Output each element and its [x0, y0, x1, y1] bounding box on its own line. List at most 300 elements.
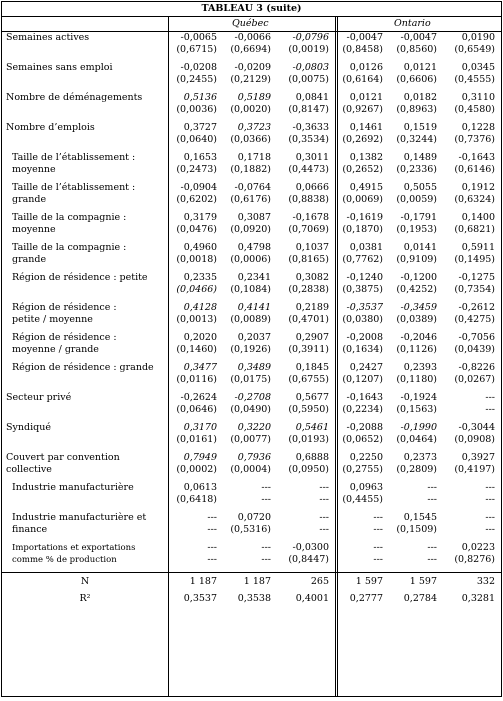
coefficient-cell: 0,1845 [295, 362, 329, 373]
row-label-line: Région de résidence : petite [12, 272, 148, 283]
pvalue-cell: (0,0059) [396, 194, 437, 205]
table-row [2, 512, 501, 524]
pvalue-cell: (0,1084) [230, 284, 271, 295]
row-label [2, 182, 168, 206]
pvalue-cell: (0,1634) [342, 344, 383, 355]
pvalue-cell: (0,7762) [342, 254, 383, 265]
coefficient-cell: 0,6888 [295, 452, 329, 463]
coefficient-cell: -0,1619 [346, 212, 383, 223]
coefficient-cell: -0,1990 [400, 422, 437, 433]
coefficient-cell: 0,1461 [349, 122, 383, 133]
row-label [2, 482, 168, 506]
pvalue-cell: (0,0161) [176, 434, 217, 445]
coefficient-cell: -0,0764 [234, 182, 271, 193]
coefficient-cell: 0,0223 [461, 542, 495, 553]
row-label [2, 392, 168, 416]
coefficient-cell: 0,3110 [461, 92, 495, 103]
table-row [2, 332, 501, 344]
pvalue-cell: (0,6164) [342, 74, 383, 85]
coefficient-cell: --- [427, 542, 437, 553]
pvalue-cell: (0,5316) [230, 524, 271, 535]
coefficient-cell: 0,4141 [237, 302, 271, 313]
pvalue-cell: (0,0490) [230, 404, 271, 415]
coefficient-cell: -0,0066 [234, 32, 271, 43]
n-row [2, 573, 501, 591]
pvalue-cell: (0,1495) [454, 254, 495, 265]
row-label-line: Taille de l’établissement : [12, 182, 136, 193]
table-row [2, 482, 501, 494]
coefficient-cell: 0,7949 [183, 452, 217, 463]
coefficient-cell: --- [319, 512, 329, 523]
row-label-line-2: petite / moyenne [12, 314, 93, 325]
row-label [2, 62, 168, 86]
coefficient-cell: 0,3727 [183, 122, 217, 133]
r2-row-value: 0,2777 [349, 593, 383, 604]
row-label-line-2: grande [12, 194, 47, 205]
pvalue-cell: (0,0646) [176, 404, 217, 415]
pvalue-cell: --- [207, 554, 217, 565]
pvalue-cell: (0,8165) [288, 254, 329, 265]
pvalue-cell: (0,0002) [176, 464, 217, 475]
coefficient-cell: -0,3537 [346, 302, 383, 313]
pvalue-cell: (0,3534) [288, 134, 329, 145]
pvalue-cell: (0,2455) [176, 74, 217, 85]
coefficient-cell: 0,3087 [237, 212, 271, 223]
coefficient-cell: 0,1912 [461, 182, 495, 193]
table-page [1, 1, 502, 697]
pvalue-cell: (0,6715) [176, 44, 217, 55]
pvalue-cell: (0,0950) [288, 464, 329, 475]
pvalue-cell: (0,0920) [230, 224, 271, 235]
pvalue-cell: (0,0069) [342, 194, 383, 205]
coefficient-cell: 0,0613 [183, 482, 217, 493]
row-label-line-2: comme % de production [12, 555, 117, 565]
row-label-line: Importations et exportations [12, 543, 136, 553]
pvalue-cell: --- [319, 524, 329, 535]
pvalue-cell: (0,5950) [288, 404, 329, 415]
coefficient-cell: 0,3170 [183, 422, 217, 433]
row-label-line: Couvert par convention [6, 452, 120, 463]
label-column-divider [168, 16, 169, 696]
row-label-line: Taille de la compagnie : [12, 242, 127, 253]
n-row-value: 1 187 [168, 573, 225, 591]
coefficient-cell: 0,0345 [461, 62, 495, 73]
coefficient-cell: 0,7936 [237, 452, 271, 463]
coefficient-cell: -0,0208 [180, 62, 217, 73]
pvalue-cell: (0,0908) [454, 434, 495, 445]
row-label-line: Industrie manufacturière et [12, 512, 147, 523]
coefficient-cell: 0,0666 [295, 182, 329, 193]
coefficient-cell: -0,0803 [292, 62, 329, 73]
coefficient-cell: 0,3082 [295, 272, 329, 283]
pvalue-cell: (0,7376) [454, 134, 495, 145]
pvalue-cell: (0,4580) [454, 104, 495, 115]
pvalue-cell: (0,1180) [396, 374, 437, 385]
pvalue-cell: (0,7069) [288, 224, 329, 235]
pvalue-cell: (0,3244) [396, 134, 437, 145]
n-row-label: N [2, 573, 168, 591]
pvalue-cell: (0,0652) [342, 434, 383, 445]
row-label [2, 272, 168, 296]
coefficient-cell: 0,0381 [349, 242, 383, 253]
pvalue-cell: (0,8838) [288, 194, 329, 205]
pvalue-cell: (0,3911) [288, 344, 329, 355]
r2-row-value: 0,3281 [461, 593, 495, 604]
coefficient-cell: -0,1643 [346, 392, 383, 403]
r2-row-value: 0,3538 [237, 593, 271, 604]
pvalue-cell: (0,6202) [176, 194, 217, 205]
coefficient-cell: -0,0209 [234, 62, 271, 73]
r2-row-value: 0,3537 [183, 593, 217, 604]
coefficient-cell: 0,0141 [403, 242, 437, 253]
table-row [2, 362, 501, 374]
row-label [2, 32, 168, 56]
pvalue-cell: (0,0439) [454, 344, 495, 355]
pvalue-cell: (0,2129) [230, 74, 271, 85]
coefficient-cell: --- [261, 482, 271, 493]
coefficient-cell: --- [485, 512, 495, 523]
coefficient-cell: 0,2189 [295, 302, 329, 313]
pvalue-cell: (0,2809) [396, 464, 437, 475]
pvalue-cell: (0,0006) [230, 254, 271, 265]
row-label [2, 212, 168, 236]
coefficient-cell: 0,3220 [237, 422, 271, 433]
coefficient-cell: -0,1678 [292, 212, 329, 223]
pvalue-cell: (0,1870) [342, 224, 383, 235]
pvalue-cell: (0,1953) [396, 224, 437, 235]
coefficient-cell: -0,7056 [458, 332, 495, 343]
table-row [2, 152, 501, 164]
coefficient-cell: 0,1519 [403, 122, 437, 133]
n-row-value: 265 [279, 573, 335, 591]
pvalue-cell: (0,0036) [176, 104, 217, 115]
coefficient-cell: 0,5911 [461, 242, 495, 253]
coefficient-cell: 0,4960 [183, 242, 217, 253]
coefficient-cell: 0,2020 [183, 332, 217, 343]
pvalue-cell: (0,6755) [288, 374, 329, 385]
pvalue-cell: (0,2234) [342, 404, 383, 415]
pvalue-cell: --- [485, 524, 495, 535]
pvalue-cell: (0,4701) [288, 314, 329, 325]
row-label [2, 422, 168, 446]
pvalue-cell: --- [485, 494, 495, 505]
coefficient-cell: -0,0796 [292, 32, 329, 43]
pvalue-cell: (0,0019) [288, 44, 329, 55]
coefficient-cell: 0,4915 [349, 182, 383, 193]
row-label-line-2: collective [6, 464, 52, 475]
row-label [2, 302, 168, 326]
coefficient-cell: -0,3459 [400, 302, 437, 313]
coefficient-cell: -0,0065 [180, 32, 217, 43]
coefficient-cell: 0,5136 [183, 92, 217, 103]
pvalue-cell: (0,0267) [454, 374, 495, 385]
coefficient-cell: 0,1382 [349, 152, 383, 163]
coefficient-cell: 0,5055 [403, 182, 437, 193]
row-label [2, 152, 168, 176]
coefficient-cell: 0,3011 [295, 152, 329, 163]
coefficient-cell: -0,0047 [346, 32, 383, 43]
table-row [2, 62, 501, 74]
coefficient-cell: -0,0047 [400, 32, 437, 43]
row-label-line: Région de résidence : [12, 332, 117, 343]
pvalue-cell: (0,4473) [288, 164, 329, 175]
coefficient-cell: 0,5677 [295, 392, 329, 403]
coefficient-cell: 0,2427 [349, 362, 383, 373]
coefficient-cell: -0,1924 [400, 392, 437, 403]
n-row-value: 332 [445, 573, 501, 591]
coefficient-cell: --- [319, 482, 329, 493]
coefficient-cell: -0,0904 [180, 182, 217, 193]
pvalue-cell: (0,4555) [454, 74, 495, 85]
coefficient-cell: 0,2037 [237, 332, 271, 343]
pvalue-cell: (0,8276) [454, 554, 495, 565]
row-label-line: Nombre d’emplois [6, 122, 95, 133]
table-row [2, 122, 501, 134]
pvalue-cell: --- [261, 554, 271, 565]
pvalue-cell: (0,2838) [288, 284, 329, 295]
coefficient-cell: 0,3927 [461, 452, 495, 463]
n-row-value: 1 597 [391, 573, 445, 591]
r2-row [2, 590, 501, 607]
row-label-line: Semaines actives [6, 32, 90, 43]
table-row [2, 392, 501, 404]
coefficient-cell: 0,1489 [403, 152, 437, 163]
row-label-line: Région de résidence : [12, 302, 117, 313]
pvalue-cell: (0,6176) [230, 194, 271, 205]
pvalue-cell: --- [427, 554, 437, 565]
pvalue-cell: (0,0077) [230, 434, 271, 445]
pvalue-cell: (0,1460) [176, 344, 217, 355]
pvalue-cell: (0,0476) [176, 224, 217, 235]
coefficient-cell: -0,8226 [458, 362, 495, 373]
pvalue-cell: (0,1207) [342, 374, 383, 385]
pvalue-cell: (0,0116) [176, 374, 217, 385]
pvalue-cell: (0,0466) [176, 284, 217, 295]
coefficient-cell: 0,2250 [349, 452, 383, 463]
row-label-line-2: moyenne / grande [12, 344, 99, 355]
coefficient-cell: 0,1718 [237, 152, 271, 163]
pvalue-cell: (0,1509) [396, 524, 437, 535]
coefficient-cell: 0,3489 [237, 362, 271, 373]
pvalue-cell: (0,8458) [342, 44, 383, 55]
coefficient-cell: -0,1791 [400, 212, 437, 223]
pvalue-cell: (0,0366) [230, 134, 271, 145]
pvalue-cell: (0,2336) [396, 164, 437, 175]
province-divider [335, 16, 336, 696]
coefficient-cell: --- [207, 542, 217, 553]
coefficient-cell: -0,2008 [346, 332, 383, 343]
coefficient-cell: 0,0126 [349, 62, 383, 73]
pvalue-cell: (0,6146) [454, 164, 495, 175]
coefficient-cell: 0,3723 [237, 122, 271, 133]
row-label [2, 542, 168, 566]
province-divider-2 [337, 16, 338, 696]
row-label [2, 332, 168, 356]
n-row-value: 1 597 [335, 573, 391, 591]
pvalue-cell: (0,7354) [454, 284, 495, 295]
pvalue-cell: (0,1126) [396, 344, 437, 355]
pvalue-cell: (0,0018) [176, 254, 217, 265]
coefficient-cell: --- [427, 482, 437, 493]
pvalue-cell: (0,0004) [230, 464, 271, 475]
pvalue-cell: (0,1563) [396, 404, 437, 415]
table-row [2, 182, 501, 194]
row-label [2, 92, 168, 116]
coefficient-cell: --- [485, 482, 495, 493]
ontario-header: Ontario [394, 18, 431, 29]
pvalue-cell: (0,0380) [342, 314, 383, 325]
pvalue-cell: (0,0389) [396, 314, 437, 325]
coefficient-cell: -0,2612 [458, 302, 495, 313]
pvalue-cell: (0,4455) [342, 494, 383, 505]
coefficient-cell: -0,3633 [292, 122, 329, 133]
coefficient-cell: 0,0121 [349, 92, 383, 103]
pvalue-cell: (0,9267) [342, 104, 383, 115]
coefficient-cell: -0,2088 [346, 422, 383, 433]
coefficient-cell: 0,2335 [183, 272, 217, 283]
row-label [2, 362, 168, 386]
row-label [2, 122, 168, 146]
coefficient-cell: 0,0720 [237, 512, 271, 523]
coefficient-cell: -0,2708 [234, 392, 271, 403]
coefficient-cell: 0,0182 [403, 92, 437, 103]
pvalue-cell: --- [207, 524, 217, 535]
coefficient-cell: --- [373, 542, 383, 553]
coefficient-cell: -0,2624 [180, 392, 217, 403]
n-row-value: 1 187 [225, 573, 279, 591]
pvalue-cell: (0,6418) [176, 494, 217, 505]
pvalue-cell: (0,4275) [454, 314, 495, 325]
coefficient-cell: 0,0121 [403, 62, 437, 73]
pvalue-cell: (0,0640) [176, 134, 217, 145]
row-label [2, 452, 168, 476]
row-label-line: Taille de l’établissement : [12, 152, 136, 163]
column-group-header [2, 17, 501, 32]
pvalue-cell: (0,8447) [288, 554, 329, 565]
row-label-line: Nombre de déménagements [6, 92, 143, 103]
coefficient-cell: 0,1400 [461, 212, 495, 223]
row-label-line: Taille de la compagnie : [12, 212, 127, 223]
pvalue-cell: (0,0075) [288, 74, 329, 85]
pvalue-cell: (0,2652) [342, 164, 383, 175]
coefficient-cell: -0,1200 [400, 272, 437, 283]
row-label-line: Secteur privé [6, 392, 72, 403]
pvalue-cell: (0,6694) [230, 44, 271, 55]
pvalue-cell: (0,0193) [288, 434, 329, 445]
coefficient-cell: 0,2907 [295, 332, 329, 343]
table-title: TABLEAU 3 (suite) [2, 2, 501, 17]
coefficient-cell: --- [207, 512, 217, 523]
coefficient-cell: 0,2373 [403, 452, 437, 463]
pvalue-cell: (0,9109) [396, 254, 437, 265]
coefficient-cell: 0,0841 [295, 92, 329, 103]
row-label-line: Semaines sans emploi [6, 62, 113, 73]
table-row [2, 452, 501, 464]
row-label [2, 242, 168, 266]
coefficient-cell: -0,0300 [292, 542, 329, 553]
table-row [2, 32, 501, 44]
coefficient-cell: 0,5461 [295, 422, 329, 433]
pvalue-cell: (0,2692) [342, 134, 383, 145]
coefficient-cell: 0,3179 [183, 212, 217, 223]
pvalue-cell: (0,6606) [396, 74, 437, 85]
table-row [2, 542, 501, 554]
coefficient-cell: -0,1275 [458, 272, 495, 283]
pvalue-cell: (0,1926) [230, 344, 271, 355]
regression-table [2, 32, 501, 607]
pvalue-cell: --- [373, 554, 383, 565]
coefficient-cell: 0,1037 [295, 242, 329, 253]
coefficient-cell: -0,1643 [458, 152, 495, 163]
pvalue-cell: (0,2473) [176, 164, 217, 175]
coefficient-cell: --- [485, 392, 495, 403]
coefficient-cell: 0,5189 [237, 92, 271, 103]
coefficient-cell: 0,2341 [237, 272, 271, 283]
pvalue-cell: (0,0013) [176, 314, 217, 325]
coefficient-cell: 0,1653 [183, 152, 217, 163]
row-label-line-2: moyenne [12, 224, 56, 235]
coefficient-cell: 0,0190 [461, 32, 495, 43]
pvalue-cell: --- [261, 494, 271, 505]
pvalue-cell: (0,3875) [342, 284, 383, 295]
pvalue-cell: (0,0464) [396, 434, 437, 445]
coefficient-cell: 0,3477 [183, 362, 217, 373]
coefficient-cell: 0,0963 [349, 482, 383, 493]
pvalue-cell: (0,8147) [288, 104, 329, 115]
quebec-header: Québec [232, 18, 269, 29]
coefficient-cell: -0,1240 [346, 272, 383, 283]
row-label-line-2: grande [12, 254, 47, 265]
pvalue-cell: (0,6549) [454, 44, 495, 55]
table-row [2, 272, 501, 284]
table-row [2, 212, 501, 224]
row-label-line: Syndiqué [6, 422, 51, 433]
row-label-line: Industrie manufacturière [12, 482, 134, 493]
row-label-line-2: moyenne [12, 164, 56, 175]
coefficient-cell: --- [261, 542, 271, 553]
table-row [2, 92, 501, 104]
pvalue-cell: (0,6821) [454, 224, 495, 235]
coefficient-cell: -0,3044 [458, 422, 495, 433]
row-label [2, 512, 168, 536]
pvalue-cell: (0,8963) [396, 104, 437, 115]
coefficient-cell: 0,1228 [461, 122, 495, 133]
pvalue-cell: (0,6324) [454, 194, 495, 205]
coefficient-cell: 0,1545 [403, 512, 437, 523]
coefficient-cell: -0,2046 [400, 332, 437, 343]
pvalue-cell: (0,2755) [342, 464, 383, 475]
pvalue-cell: --- [427, 494, 437, 505]
pvalue-cell: (0,8560) [396, 44, 437, 55]
row-label-line: Région de résidence : grande [12, 362, 154, 373]
pvalue-cell: (0,0089) [230, 314, 271, 325]
row-label-line-2: finance [12, 524, 48, 535]
table-row [2, 242, 501, 254]
r2-row-label: R² [79, 593, 91, 604]
coefficient-cell: --- [373, 512, 383, 523]
pvalue-cell: (0,4197) [454, 464, 495, 475]
coefficient-cell: 0,2393 [403, 362, 437, 373]
pvalue-cell: --- [373, 524, 383, 535]
pvalue-cell: (0,1882) [230, 164, 271, 175]
table-row [2, 422, 501, 434]
pvalue-cell: (0,0175) [230, 374, 271, 385]
r2-row-value: 0,4001 [295, 593, 329, 604]
pvalue-cell: --- [485, 404, 495, 415]
pvalue-cell: (0,0020) [230, 104, 271, 115]
pvalue-cell: (0,4252) [396, 284, 437, 295]
pvalue-cell: --- [319, 494, 329, 505]
